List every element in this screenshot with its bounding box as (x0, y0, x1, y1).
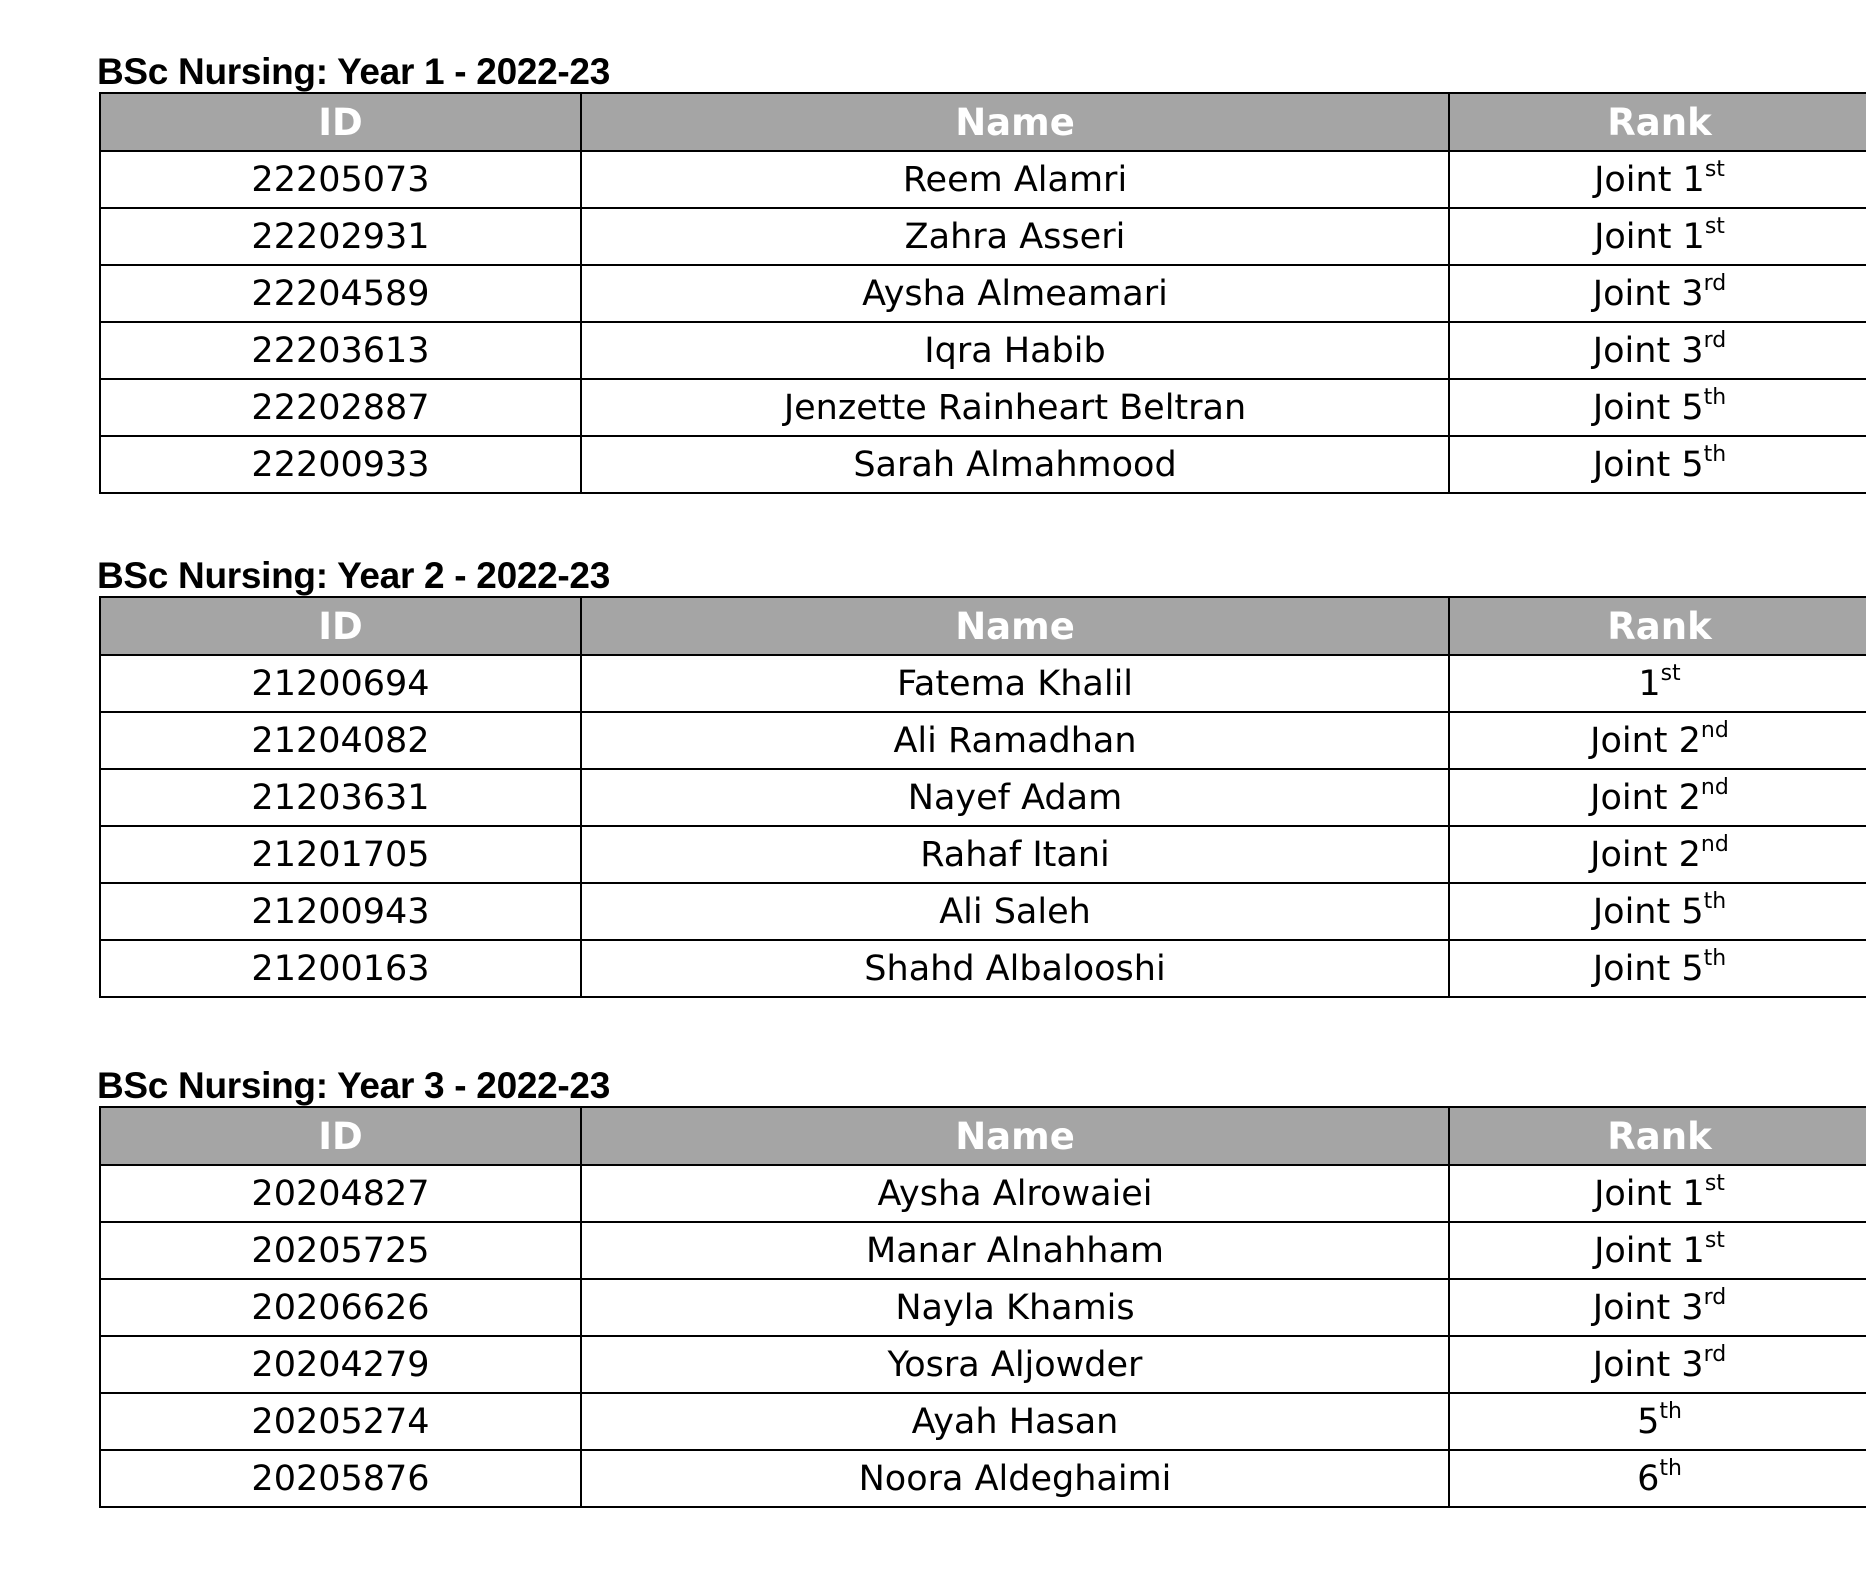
rank-text: Joint 5 (1592, 387, 1704, 428)
rank-text: Joint 5 (1592, 948, 1704, 989)
rank-suffix: rd (1703, 327, 1727, 353)
rank-text: Joint 2 (1590, 777, 1701, 818)
table-row (100, 208, 1866, 265)
rank-suffix: st (1660, 660, 1681, 686)
year-1-rank-table (99, 92, 1866, 494)
name-cell: Nayef Adam (581, 769, 1449, 826)
table-header-row (100, 1107, 1866, 1165)
table-row (100, 379, 1866, 436)
name-cell: Yosra Aljowder (581, 1336, 1449, 1393)
table-row (100, 712, 1866, 769)
table-row (100, 322, 1866, 379)
name-cell: Aysha Almeamari (581, 265, 1449, 322)
id-cell: 21200694 (100, 655, 581, 712)
column-header-id: ID (100, 93, 581, 151)
rank-text: Joint 3 (1592, 330, 1704, 371)
table-row (100, 436, 1866, 493)
rank-suffix: th (1703, 441, 1727, 467)
rank-cell (1449, 883, 1866, 940)
table-row (100, 883, 1866, 940)
id-cell: 20206626 (100, 1279, 581, 1336)
rank-suffix: rd (1703, 1284, 1727, 1310)
table-row (100, 1393, 1866, 1450)
table-header-row (100, 597, 1866, 655)
name-cell: Ali Saleh (581, 883, 1449, 940)
rank-cell (1449, 940, 1866, 997)
table-row (100, 940, 1866, 997)
rank-suffix: nd (1700, 831, 1729, 857)
name-cell: Sarah Almahmood (581, 436, 1449, 493)
id-cell: 22204589 (100, 265, 581, 322)
table-row (100, 1279, 1866, 1336)
rank-suffix: st (1704, 156, 1725, 182)
id-cell: 21204082 (100, 712, 581, 769)
rank-cell (1449, 265, 1866, 322)
name-cell: Shahd Albalooshi (581, 940, 1449, 997)
column-header-rank: Rank (1449, 1107, 1866, 1165)
rank-text: Joint 1 (1594, 216, 1705, 257)
rank-cell (1449, 1450, 1866, 1507)
rank-cell (1449, 655, 1866, 712)
column-header-rank: Rank (1449, 93, 1866, 151)
column-header-name: Name (581, 1107, 1449, 1165)
section-title: BSc Nursing: Year 1 - 2022-23 (97, 51, 610, 92)
rank-text: Joint 5 (1592, 444, 1704, 485)
rank-text: 6 (1637, 1458, 1660, 1499)
id-cell: 22200933 (100, 436, 581, 493)
rank-suffix: th (1659, 1455, 1682, 1481)
rank-cell (1449, 826, 1866, 883)
rank-suffix: st (1704, 1170, 1725, 1196)
rank-text: Joint 2 (1590, 834, 1701, 875)
section-title: BSc Nursing: Year 3 - 2022-23 (97, 1065, 610, 1106)
id-cell: 20204279 (100, 1336, 581, 1393)
name-cell: Noora Aldeghaimi (581, 1450, 1449, 1507)
rank-text: Joint 5 (1592, 891, 1704, 932)
rank-text: Joint 1 (1594, 1230, 1705, 1271)
rank-text: Joint 1 (1594, 1173, 1705, 1214)
table-row (100, 265, 1866, 322)
table-row (100, 1222, 1866, 1279)
id-cell: 22203613 (100, 322, 581, 379)
rank-text: Joint 3 (1592, 1287, 1704, 1328)
table-row (100, 1450, 1866, 1507)
rank-cell (1449, 1336, 1866, 1393)
rank-suffix: rd (1703, 1341, 1727, 1367)
rank-suffix: st (1704, 213, 1725, 239)
rank-text: Joint 3 (1592, 1344, 1704, 1385)
rank-text: 1 (1638, 663, 1661, 704)
column-header-name: Name (581, 93, 1449, 151)
rank-cell (1449, 379, 1866, 436)
id-cell: 22202931 (100, 208, 581, 265)
rank-suffix: nd (1700, 774, 1729, 800)
year-3-rank-table (99, 1106, 1866, 1508)
rank-suffix: rd (1703, 270, 1727, 296)
rank-suffix: th (1659, 1398, 1682, 1424)
table-row (100, 1165, 1866, 1222)
name-cell: Jenzette Rainheart Beltran (581, 379, 1449, 436)
rank-cell (1449, 1222, 1866, 1279)
table-row (100, 1336, 1866, 1393)
rank-text: Joint 3 (1592, 273, 1704, 314)
name-cell: Ali Ramadhan (581, 712, 1449, 769)
id-cell: 22205073 (100, 151, 581, 208)
section-title: BSc Nursing: Year 2 - 2022-23 (97, 555, 610, 596)
name-cell: Nayla Khamis (581, 1279, 1449, 1336)
table-header-row (100, 93, 1866, 151)
rank-suffix: th (1703, 888, 1727, 914)
id-cell: 21203631 (100, 769, 581, 826)
rank-cell (1449, 1165, 1866, 1222)
id-cell: 21200163 (100, 940, 581, 997)
table-row (100, 151, 1866, 208)
column-header-rank: Rank (1449, 597, 1866, 655)
id-cell: 20205876 (100, 1450, 581, 1507)
id-cell: 20205725 (100, 1222, 581, 1279)
rank-text: Joint 1 (1594, 159, 1705, 200)
rank-cell (1449, 1279, 1866, 1336)
rank-suffix: st (1704, 1227, 1725, 1253)
rank-cell (1449, 208, 1866, 265)
table-row (100, 655, 1866, 712)
id-cell: 22202887 (100, 379, 581, 436)
name-cell: Ayah Hasan (581, 1393, 1449, 1450)
rank-cell (1449, 322, 1866, 379)
table-row (100, 769, 1866, 826)
name-cell: Zahra Asseri (581, 208, 1449, 265)
rank-cell (1449, 151, 1866, 208)
name-cell: Rahaf Itani (581, 826, 1449, 883)
rank-suffix: th (1703, 384, 1727, 410)
id-cell: 20204827 (100, 1165, 581, 1222)
rank-cell (1449, 1393, 1866, 1450)
rank-suffix: nd (1700, 717, 1729, 743)
column-header-id: ID (100, 597, 581, 655)
column-header-id: ID (100, 1107, 581, 1165)
rank-text: Joint 2 (1590, 720, 1701, 761)
id-cell: 21200943 (100, 883, 581, 940)
name-cell: Manar Alnahham (581, 1222, 1449, 1279)
rank-text: 5 (1637, 1401, 1660, 1442)
id-cell: 20205274 (100, 1393, 581, 1450)
rank-cell (1449, 769, 1866, 826)
table-row (100, 826, 1866, 883)
name-cell: Iqra Habib (581, 322, 1449, 379)
name-cell: Fatema Khalil (581, 655, 1449, 712)
rank-cell (1449, 712, 1866, 769)
rank-cell (1449, 436, 1866, 493)
year-2-rank-table (99, 596, 1866, 998)
name-cell: Reem Alamri (581, 151, 1449, 208)
name-cell: Aysha Alrowaiei (581, 1165, 1449, 1222)
rank-suffix: th (1703, 945, 1727, 971)
id-cell: 21201705 (100, 826, 581, 883)
column-header-name: Name (581, 597, 1449, 655)
